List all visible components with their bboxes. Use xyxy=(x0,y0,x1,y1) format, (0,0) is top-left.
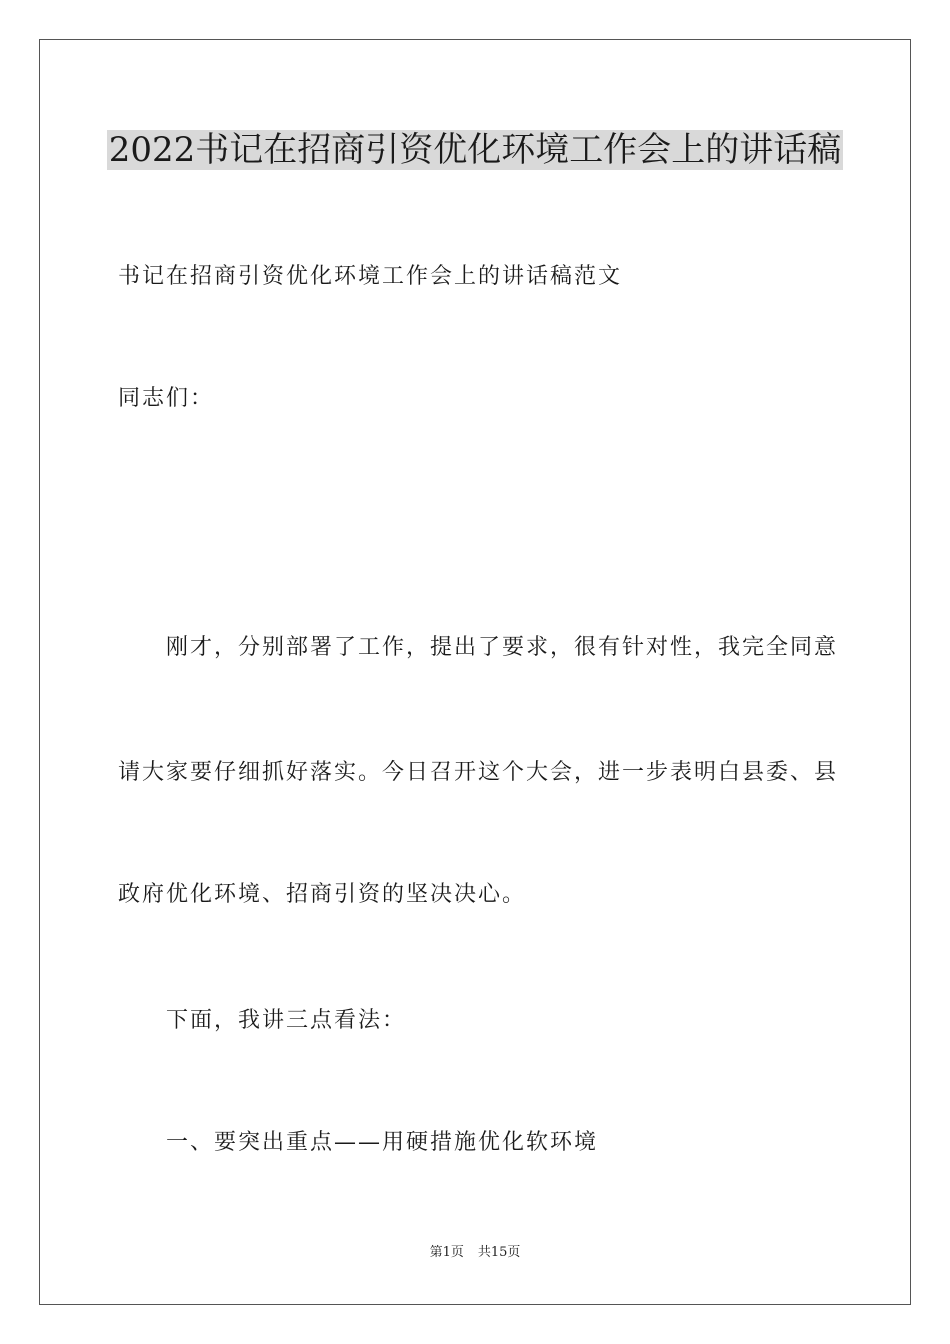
document-title: 2022书记在招商引资优化环境工作会上的讲话稿 xyxy=(108,130,842,170)
body-paragraph-line-3: 政府优化环境、招商引资的坚决决心。 xyxy=(118,882,527,907)
page-number: 第1页 xyxy=(429,1245,464,1260)
page-total: 共15页 xyxy=(477,1245,521,1260)
salutation-paragraph: 同志们： xyxy=(118,386,215,411)
page-border xyxy=(39,39,911,1305)
subtitle-paragraph: 书记在招商引资优化环境工作会上的讲话稿范文 xyxy=(118,264,623,289)
body-paragraph-line-1: 刚才，分别部署了工作，提出了要求，很有针对性，我完全同意 xyxy=(166,635,839,660)
section-heading-1: 一、要突出重点——用硬措施优化软环境 xyxy=(166,1130,599,1155)
body-paragraph-line-2: 请大家要仔细抓好落实。今日召开这个大会，进一步表明白县委、县 xyxy=(118,760,839,785)
body-paragraph-intro: 下面，我讲三点看法： xyxy=(166,1008,407,1033)
page-footer xyxy=(0,1244,950,1262)
